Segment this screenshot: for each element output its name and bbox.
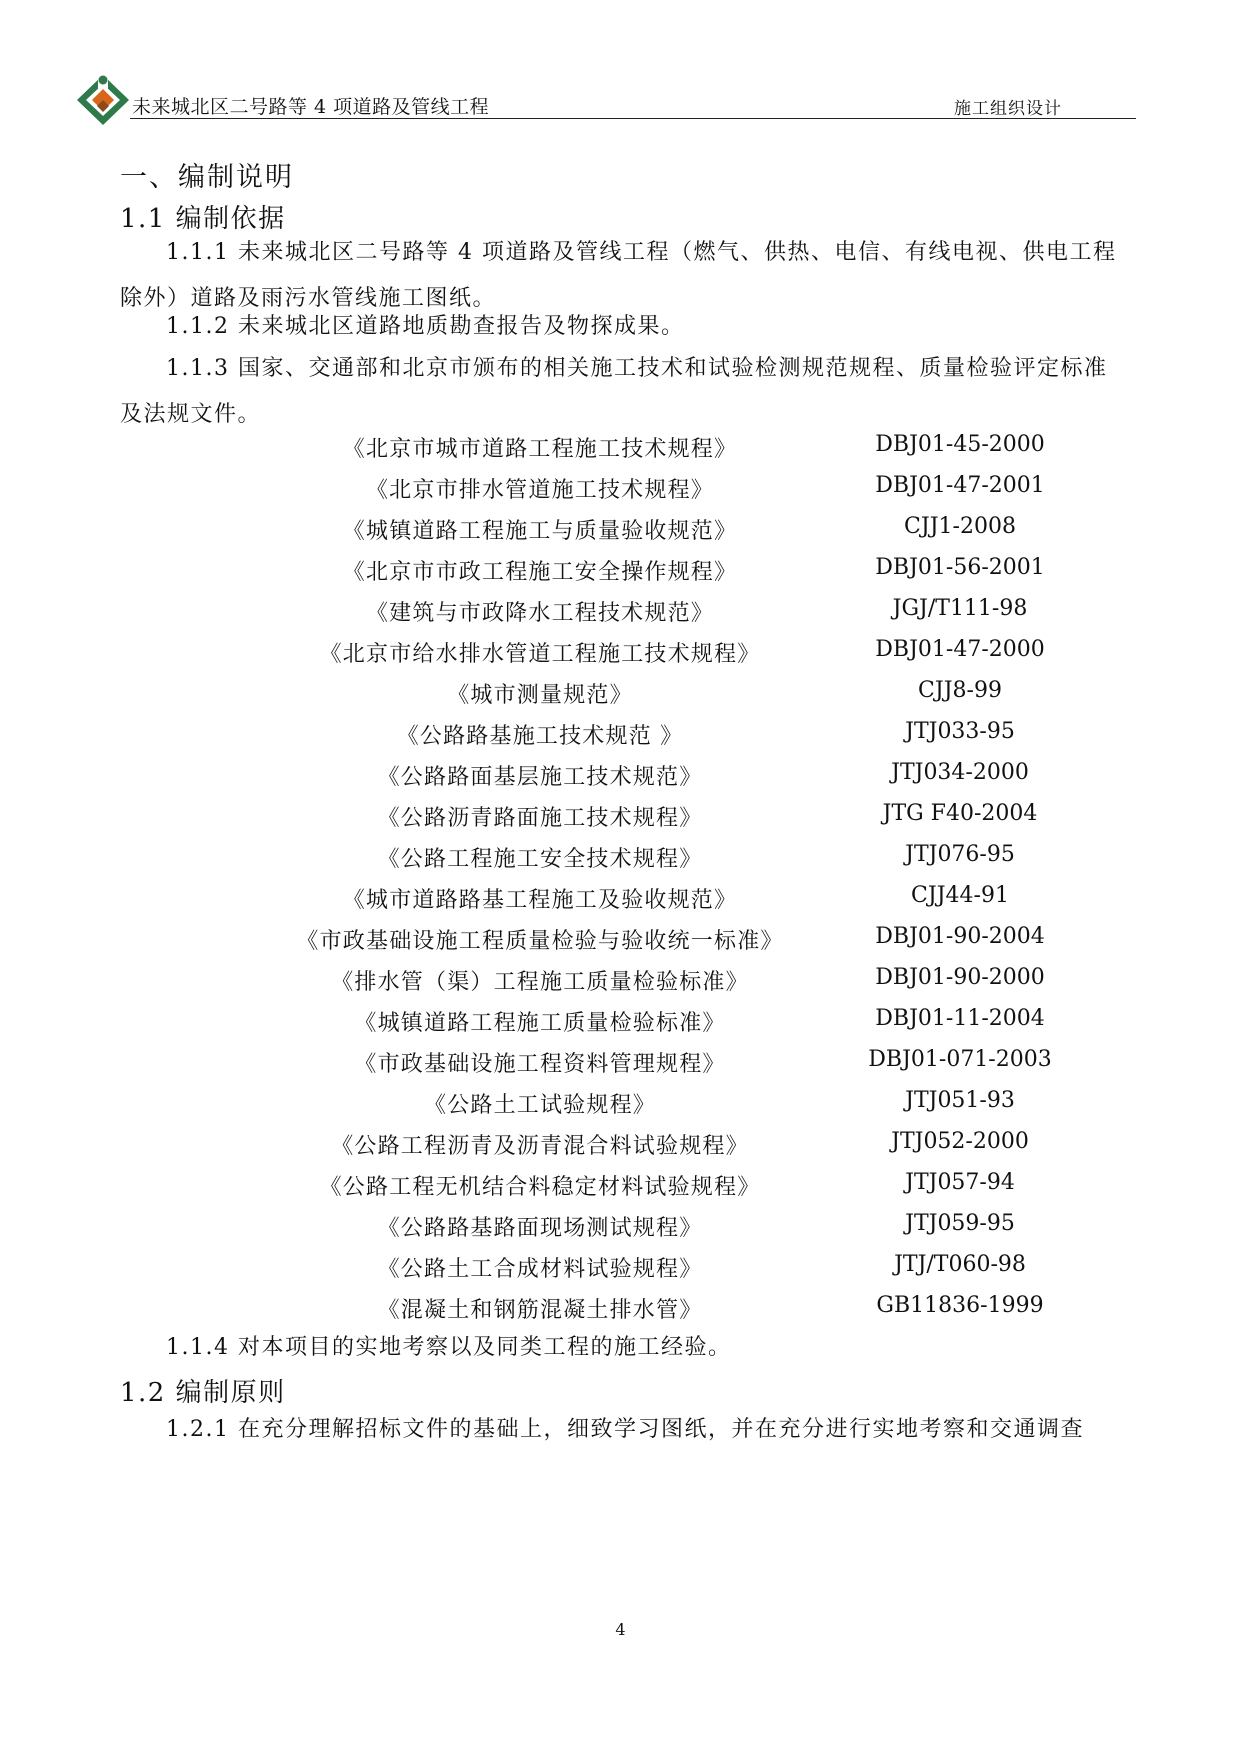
reference-code: DBJ01-47-2001 bbox=[875, 473, 1045, 498]
reference-code: DBJ01-11-2004 bbox=[875, 1006, 1045, 1031]
reference-title: 《公路土工试验规程》 bbox=[423, 1093, 656, 1118]
reference-code: JTJ034-2000 bbox=[891, 760, 1029, 785]
company-logo bbox=[76, 74, 130, 126]
paragraph-text: 1.1.1 未来城北区二号路等 4 项道路及管线工程（燃气、供热、电信、有线电视、供电工程除外）道路及雨污水管线施工图纸。 bbox=[120, 240, 1117, 311]
reference-title: 《市政基础设施工程资料管理规程》 bbox=[354, 1052, 726, 1077]
reference-row bbox=[0, 965, 1241, 1005]
reference-row bbox=[0, 432, 1241, 472]
paragraph-1-1-2 bbox=[120, 304, 1130, 350]
reference-row bbox=[0, 1088, 1241, 1128]
reference-title: 《公路沥青路面施工技术规程》 bbox=[377, 806, 703, 831]
reference-row bbox=[0, 719, 1241, 759]
reference-row bbox=[0, 760, 1241, 800]
reference-row bbox=[0, 473, 1241, 513]
reference-row bbox=[0, 596, 1241, 636]
reference-title: 《北京市城市道路工程施工技术规程》 bbox=[342, 437, 738, 462]
reference-code: JTJ057-94 bbox=[905, 1170, 1015, 1195]
reference-title: 《公路工程无机结合料稳定材料试验规程》 bbox=[319, 1175, 761, 1200]
reference-code: DBJ01-45-2000 bbox=[875, 432, 1045, 457]
reference-title: 《建筑与市政降水工程技术规范》 bbox=[365, 601, 714, 626]
header-document-type: 施工组织设计 bbox=[954, 99, 1062, 119]
reference-row bbox=[0, 1252, 1241, 1292]
subsection-heading-1-1: 1.1 编制依据 bbox=[120, 204, 286, 234]
paragraph-text: 1.1.2 未来城北区道路地质勘查报告及物探成果。 bbox=[166, 314, 685, 339]
reference-code: DBJ01-071-2003 bbox=[868, 1047, 1052, 1072]
reference-title: 《公路路基施工技术规范 》 bbox=[396, 724, 684, 749]
page-number: 4 bbox=[615, 1620, 626, 1639]
reference-code: DBJ01-56-2001 bbox=[875, 555, 1045, 580]
reference-row bbox=[0, 842, 1241, 882]
subsection-heading-1-2: 1.2 编制原则 bbox=[120, 1378, 286, 1408]
reference-code: JTJ076-95 bbox=[905, 842, 1015, 867]
header-title: 未来城北区二号路等 4 项道路及管线工程 bbox=[132, 96, 490, 118]
reference-title: 《城镇道路工程施工与质量验收规范》 bbox=[342, 519, 738, 544]
reference-row bbox=[0, 924, 1241, 964]
page-header bbox=[76, 74, 1136, 126]
reference-code: GB11836-1999 bbox=[876, 1293, 1044, 1318]
reference-title: 《公路土工合成材料试验规程》 bbox=[377, 1257, 703, 1282]
reference-code: CJJ44-91 bbox=[911, 883, 1009, 908]
reference-code: DBJ01-90-2004 bbox=[875, 924, 1045, 949]
reference-title: 《混凝土和钢筋混凝土排水管》 bbox=[377, 1298, 703, 1323]
reference-code: JGJ/T111-98 bbox=[892, 596, 1028, 621]
reference-code: JTG F40-2004 bbox=[882, 801, 1038, 826]
reference-row bbox=[0, 1047, 1241, 1087]
reference-title: 《北京市排水管道施工技术规程》 bbox=[365, 478, 714, 503]
paragraph-1-2-1 bbox=[120, 1407, 1130, 1453]
reference-title: 《市政基础设施工程质量检验与验收统一标准》 bbox=[296, 929, 784, 954]
reference-row bbox=[0, 801, 1241, 841]
reference-row bbox=[0, 678, 1241, 718]
reference-title: 《北京市给水排水管道工程施工技术规程》 bbox=[319, 642, 761, 667]
reference-title: 《公路路基路面现场测试规程》 bbox=[377, 1216, 703, 1241]
reference-row bbox=[0, 514, 1241, 554]
reference-code: DBJ01-90-2000 bbox=[875, 965, 1045, 990]
paragraph-1-1-3 bbox=[120, 346, 1130, 438]
reference-code: CJJ8-99 bbox=[918, 678, 1002, 703]
reference-code: CJJ1-2008 bbox=[904, 514, 1016, 539]
reference-title: 《城镇道路工程施工质量检验标准》 bbox=[354, 1011, 726, 1036]
reference-row bbox=[0, 1129, 1241, 1169]
reference-row bbox=[0, 1006, 1241, 1046]
header-rule bbox=[130, 118, 1136, 119]
reference-code: JTJ051-93 bbox=[905, 1088, 1015, 1113]
reference-title: 《城市测量规范》 bbox=[447, 683, 633, 708]
reference-row bbox=[0, 555, 1241, 595]
reference-row bbox=[0, 637, 1241, 677]
reference-row bbox=[0, 1211, 1241, 1251]
reference-code: DBJ01-47-2000 bbox=[875, 637, 1045, 662]
paragraph-text: 1.1.3 国家、交通部和北京市颁布的相关施工技术和试验检测规范规程、质量检验评定标准及法规文件。 bbox=[120, 356, 1108, 427]
paragraph-text: 1.2.1 在充分理解招标文件的基础上，细致学习图纸，并在充分进行实地考察和交通调查 bbox=[166, 1417, 1084, 1442]
reference-row bbox=[0, 1170, 1241, 1210]
reference-title: 《城市道路路基工程施工及验收规范》 bbox=[342, 888, 738, 913]
reference-title: 《北京市市政工程施工安全操作规程》 bbox=[342, 560, 738, 585]
section-heading: 一、编制说明 bbox=[120, 162, 294, 193]
reference-title: 《公路工程沥青及沥青混合料试验规程》 bbox=[331, 1134, 749, 1159]
paragraph-1-1-4 bbox=[120, 1325, 1130, 1371]
reference-code: JTJ052-2000 bbox=[891, 1129, 1029, 1154]
reference-code: JTJ/T060-98 bbox=[894, 1252, 1026, 1277]
reference-row bbox=[0, 883, 1241, 923]
paragraph-text: 1.1.4 对本项目的实地考察以及同类工程的施工经验。 bbox=[166, 1335, 732, 1360]
reference-title: 《排水管（渠）工程施工质量检验标准》 bbox=[331, 970, 749, 995]
reference-code: JTJ059-95 bbox=[905, 1211, 1015, 1236]
reference-code: JTJ033-95 bbox=[905, 719, 1015, 744]
reference-title: 《公路路面基层施工技术规范》 bbox=[377, 765, 703, 790]
reference-title: 《公路工程施工安全技术规程》 bbox=[377, 847, 703, 872]
